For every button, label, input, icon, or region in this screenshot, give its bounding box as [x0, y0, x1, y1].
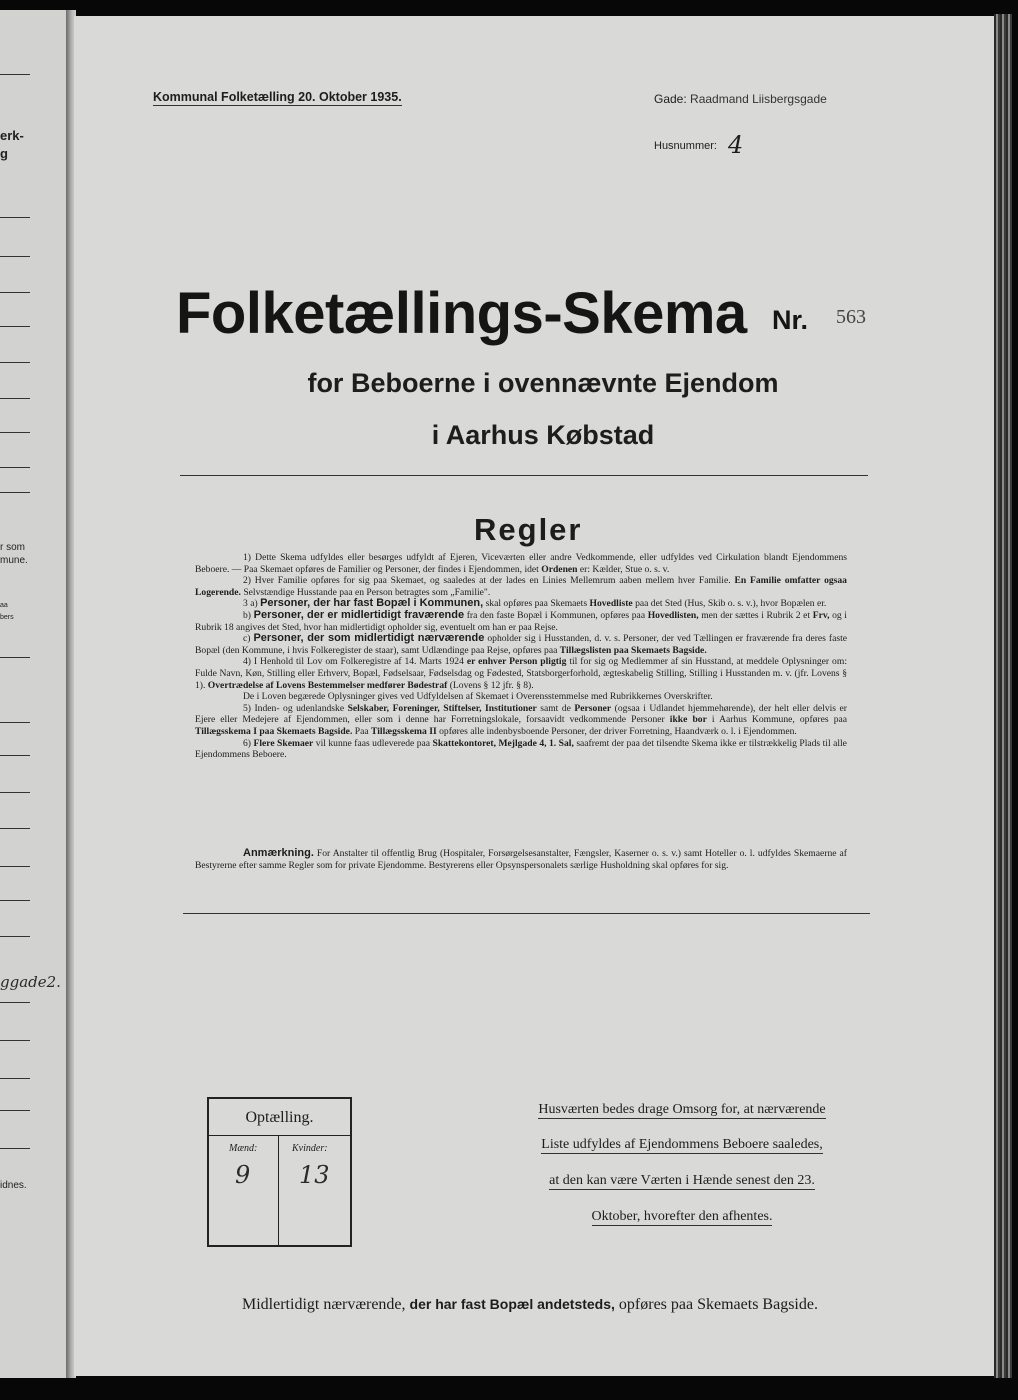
- form-rule: [0, 256, 30, 257]
- rule-3a: 3 a) Personer, der har fast Bopæl i Kommunen, skal opføres paa Skemaets Hovedliste paa det Sted (Hus, Skib o. s. v.), hvor Bopælen er.: [243, 597, 827, 610]
- form-rule: [0, 1002, 30, 1003]
- form-rule: [0, 74, 30, 75]
- women-label: Kvinder:: [292, 1143, 328, 1154]
- left-fragment-text: g: [0, 146, 8, 161]
- left-fragment-text: bers: [0, 614, 14, 621]
- rules-text: [195, 552, 847, 761]
- handwritten-street-fragment: ggade2.: [0, 973, 61, 991]
- form-city-text: i Aarhus Købstad: [431, 420, 655, 450]
- form-rule: [0, 362, 30, 363]
- form-rule: [0, 722, 30, 723]
- form-rule: [0, 1110, 30, 1111]
- form-rule: [0, 828, 30, 829]
- count-box-rule: [209, 1135, 350, 1136]
- count-box: [207, 1097, 352, 1247]
- form-rule: [0, 292, 30, 293]
- notice-line: at den kan være Værten i Hænde senest den 23.: [549, 1173, 815, 1188]
- annotation-note: [195, 848, 847, 872]
- form-title: Folketællings-Skema: [176, 281, 747, 346]
- form-rule: [0, 1040, 30, 1041]
- divider: [183, 913, 870, 914]
- men-label: Mænd:: [229, 1143, 258, 1154]
- house-number-field: [654, 127, 744, 159]
- form-rule: [0, 900, 30, 901]
- count-box-title: Optælling.: [245, 1109, 314, 1126]
- left-fragment-text: r som: [0, 542, 25, 553]
- form-number-label: Nr.: [772, 305, 809, 335]
- form-number-value: 563: [836, 306, 866, 328]
- form-rule: [0, 936, 30, 937]
- street-label: Gade:: [654, 92, 687, 106]
- street-value: Raadmand Liisbergsgade: [690, 92, 827, 106]
- form-rule: [0, 755, 30, 756]
- annotation-label: Anmærkning.: [243, 847, 314, 859]
- form-rule: [0, 657, 30, 658]
- form-rule: [0, 492, 30, 493]
- rules-heading: Regler: [474, 512, 583, 547]
- divider: [180, 475, 868, 476]
- form-rule: [0, 467, 30, 468]
- notice-line: Oktober, hvorefter den afhentes.: [591, 1209, 773, 1224]
- form-city: [0, 420, 1018, 451]
- form-rule: [0, 326, 30, 327]
- left-fragment-text: erk-: [0, 128, 24, 143]
- page-stack-edge: [994, 14, 1012, 1378]
- left-fragment-text: mune.: [0, 555, 28, 566]
- notice-line: Liste udfyldes af Ejendommens Beboere saaledes,: [541, 1137, 823, 1152]
- left-fragment-text: aa: [0, 602, 8, 609]
- left-page-fragment: [0, 10, 72, 1378]
- house-number-value: 4: [728, 131, 744, 159]
- form-rule: [0, 1078, 30, 1079]
- rule-4: 4) I Henhold til Lov om Folkeregistre af 14. Marts 1924 er enhver Person pligtig til for sig og Medlemmer af sin Husstand, at meddele Oplysninger om: Fulde Navn, Køn, Stilling eller Erhverv, Bopæl, Fødselsaar, Fødselsdag og Fødested, Statsborgerforhold, ægteskabelig Stilling, Stilling i Husstanden m. v. (jfr. Lovens § 1). Overtrædelse af Lovens Bestemmelser medfører Bødestraf (Lovens § 12 jfr. § 8).: [195, 656, 847, 691]
- left-fragment-text: idnes.: [0, 1180, 27, 1191]
- annotation-text: For Anstalter til offentlig Brug (Hospitaler, Forsørgelsesanstalter, Fængsler, Kaserner o. s. v.) samt Hoteller o. l. udfyldes Skemaerne af Bestyrerne efter samme Regler som for private Ejendomme. Bestyrerens eller Opsynspersonalets særlige Husholdning skal opføres for sig.: [195, 848, 847, 871]
- rule-3b: b) Personer, der er midlertidigt fraværende fra den faste Bopæl i Kommunen, opføres paa Hovedlisten, men der sættes i Rubrik 2 et Frv, og i Rubrik 18 angives det Sted, hvor han midlertidigt opholder sig, eventuelt om han er paa Rejse.: [195, 608, 847, 633]
- notice-line: Husværten bedes drage Omsorg for, at nærværende: [538, 1102, 826, 1117]
- street-field: [654, 92, 827, 106]
- form-rule: [0, 1148, 30, 1149]
- rule-5: 5) Inden- og udenlandske Selskaber, Foreninger, Stiftelser, Institutioner samt de Personer (ogsaa i Udlandet hjemmehørende), der helt eller delvis er Ejere eller Medejere af Ejendommen, eller som i denne har Forretningslokale, forsaavidt vedkommende Personer ikke bor i Aarhus Kommune, opføres paa Tillægsskema I paa Skemaets Bagside. Paa Tillægsskema II opføres alle indenbysboende Personer, der driver Forretning, Haandværk o. l. i Ejendommen.: [195, 702, 848, 737]
- house-number-label: Husnummer:: [654, 140, 717, 152]
- rule-6: 6) Flere Skemaer vil kunne faas udleverede paa Skattekontoret, Mejlgade 4, 1. Sal, saafremt der paa det tilsendte Skema ikke er tilstrækkelig Plads til alle Ejendommens Beboere.: [195, 737, 847, 761]
- form-rule: [0, 217, 30, 218]
- form-subtitle-text: for Beboerne i ovennævnte Ejendom: [307, 368, 779, 398]
- rule-2: 2) Hver Familie opføres for sig paa Skemaet, og saaledes at der lades en Linies Mellemrum aaben mellem hver Familie. En Familie omfatter ogsaa Logerende. Selvstændige Husstande paa en Person betragtes som „Familie".: [195, 575, 847, 598]
- form-rule: [0, 792, 30, 793]
- form-rule: [0, 866, 30, 867]
- men-count: 9: [235, 1161, 251, 1189]
- footer-note: Midlertidigt nærværende, der har fast Bopæl andetsteds, opføres paa Skemaets Bagside.: [242, 1296, 818, 1313]
- women-count: 13: [299, 1161, 330, 1189]
- rule-1: 1) Dette Skema udfyldes eller besørges udfyldt af Ejeren, Viceværten eller andre Vedkommende, eller udfyldes ved Cirkulation blandt Ejendommens Beboere. — Paa Skemaet opføres de Familier og Personer, der findes i Ejendommen, idet Ordenen er: Kælder, Stue o. s. v.: [195, 552, 847, 575]
- rule-3c: c) Personer, der som midlertidigt nærværende opholder sig i Husstanden, d. v. s. Personer, der ved Tællingen er fraværende fra deres faste Bopæl (den Kommune, i hvis Folkeregister de staar), samt Udlændinge paa Rejse, opføres paa Tillægslisten paa Skemaets Bagside.: [195, 632, 847, 656]
- count-box-divider: [278, 1135, 279, 1245]
- form-subtitle: [0, 368, 1018, 399]
- census-header: Kommunal Folketælling 20. Oktober 1935.: [153, 90, 402, 104]
- rule-4-note: De i Loven begærede Oplysninger gives ved Udfyldelsen af Skemaet i Overensstemmelse med Rubrikkernes Overskrifter.: [243, 691, 713, 703]
